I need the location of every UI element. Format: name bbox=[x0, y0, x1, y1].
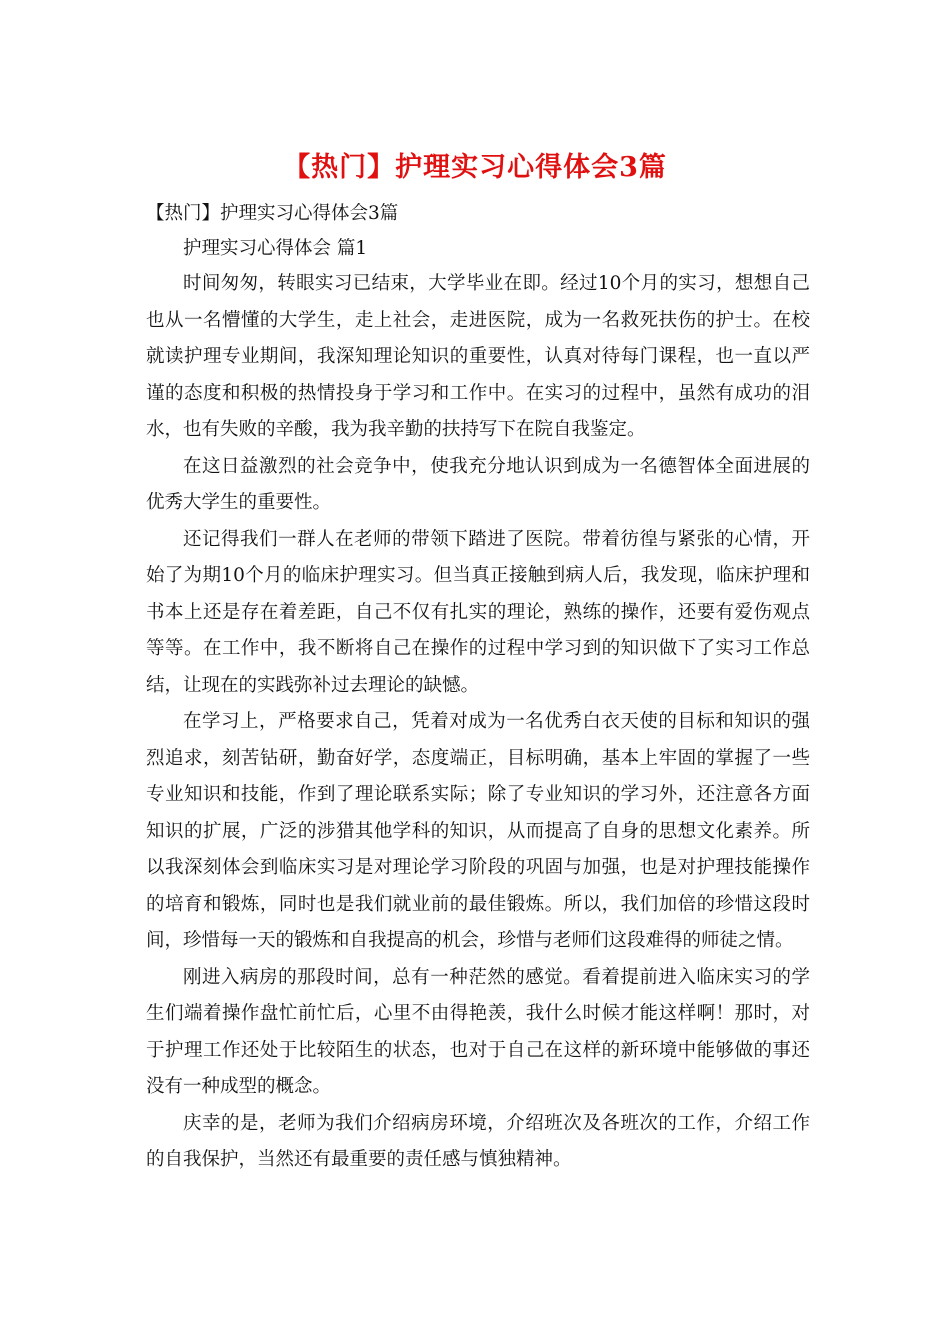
document-title: 【热门】护理实习心得体会3篇 bbox=[283, 152, 667, 183]
section-heading: 护理实习心得体会 篇1 bbox=[183, 238, 368, 259]
paragraph-2: 在这日益激烈的社会竞争中，使我充分地认识到成为一名德智体全面进展的优秀大学生的重要性。 bbox=[146, 455, 810, 513]
paragraph-6: 庆幸的是，老师为我们介绍病房环境，介绍班次及各班次的工作，介绍工作的自我保护，当然还有最重要的责任感与慎独精神。 bbox=[146, 1112, 810, 1170]
document-subtitle: 【热门】护理实习心得体会3篇 bbox=[146, 203, 399, 224]
document-body bbox=[146, 196, 810, 1179]
paragraph-3: 还记得我们一群人在老师的带领下踏进了医院。带着彷徨与紧张的心情，开始了为期10个月的临床护理实习。但当真正接触到病人后，我发现，临床护理和书本上还是存在着差距，自己不仅有扎实的理论，熟练的操作，还要有爱伤观点等等。在工作中，我不断将自己在操作的过程中学习到的知识做下了实习工作总结，让现在的实践弥补过去理论的缺憾。 bbox=[146, 528, 810, 696]
paragraph-1: 时间匆匆，转眼实习已结束，大学毕业在即。经过10个月的实习，想想自己也从一名懵懂的大学生，走上社会，走进医院，成为一名救死扶伤的护士。在校就读护理专业期间，我深知理论知识的重要性，认真对待每门课程，也一直以严谨的态度和积极的热情投身于学习和工作中。在实习的过程中，虽然有成功的泪水，也有失败的辛酸，我为我辛勤的扶持写下在院自我鉴定。 bbox=[146, 273, 810, 440]
paragraph-4: 在学习上，严格要求自己，凭着对成为一名优秀白衣天使的目标和知识的强烈追求，刻苦钻研，勤奋好学，态度端正，目标明确，基本上牢固的掌握了一些专业知识和技能，作到了理论联系实际；除了专业知识的学习外，还注意各方面知识的扩展，广泛的涉猎其他学科的知识，从而提高了自身的思想文化素养。所以我深刻体会到临床实习是对理论学习阶段的巩固与加强，也是对护理技能操作的培育和锻炼，同时也是我们就业前的最佳锻炼。所以，我们加倍的珍惜这段时间，珍惜每一天的锻炼和自我提高的机会，珍惜与老师们这段难得的师徒之情。 bbox=[146, 711, 810, 951]
paragraph-5: 刚进入病房的那段时间，总有一种茫然的感觉。看着提前进入临床实习的学生们端着操作盘忙前忙后，心里不由得艳羡，我什么时候才能这样啊！那时，对于护理工作还处于比较陌生的状态，也对于自己在这样的新环境中能够做的事还没有一种成型的概念。 bbox=[146, 966, 810, 1097]
